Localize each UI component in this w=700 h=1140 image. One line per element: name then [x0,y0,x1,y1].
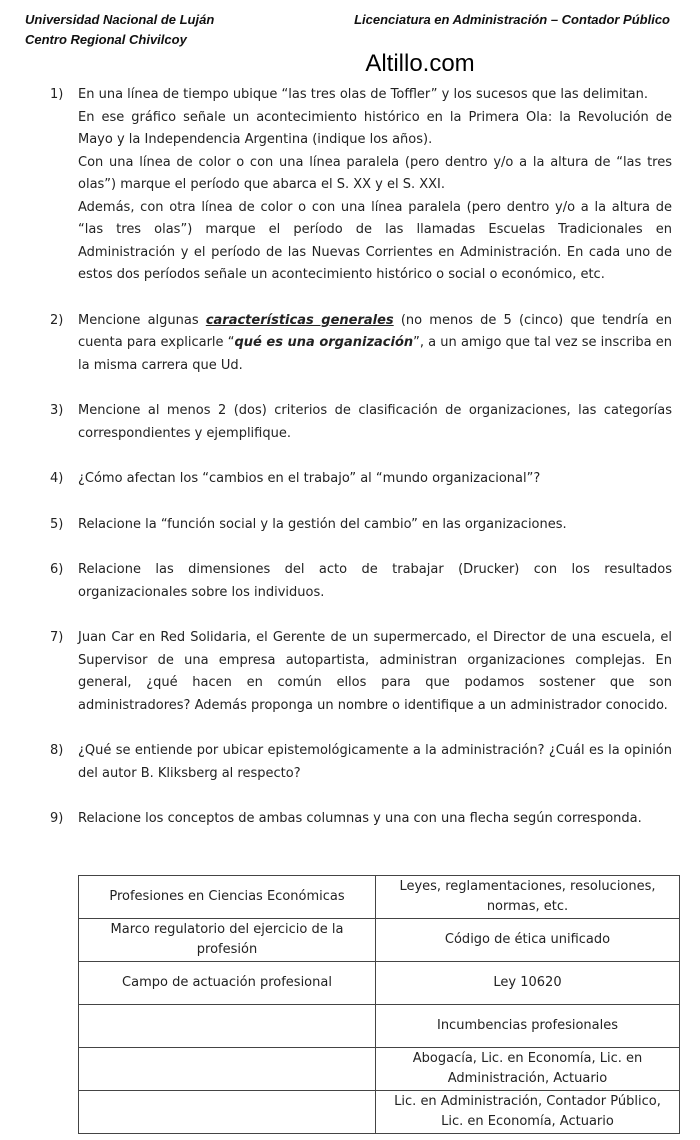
table-cell-left [79,1091,376,1134]
question-number: 5) [50,516,64,532]
question-7 [0,627,700,717]
table-cell-right: Abogacía, Lic. en Economía, Lic. en Administración, Actuario [376,1048,680,1091]
question-2 [0,310,700,378]
question-text: En una línea de tiempo ubique “las tres olas de Toffler” y los sucesos que las delimitan. [78,87,649,102]
question-8 [0,740,700,785]
table-cell-right: Lic. en Administración, Contador Público, Lic. en Economía, Actuario [376,1091,680,1134]
question-4 [0,468,700,491]
question-text: ¿Cómo afectan los “cambios en el trabajo” al “mundo organizacional”? [78,471,541,486]
question-text: ¿Qué se entiende por ubicar epistemológicamente a la administración? ¿Cuál es la opinión del autor B. Kliksberg al respecto? [78,743,672,781]
table-row [79,1005,680,1048]
question-number: 6) [50,562,64,577]
question-text: Relacione los conceptos de ambas columnas y una con una flecha según corresponda. [78,811,642,826]
question-text: Además, con otra línea de color o con una línea paralela (pero dentro y/o a la altura de “las tres olas”) marque el período de las llamadas Escuelas Tradicionales en Administración y el período de las Nuevas Corrientes en Administración. En cada uno de estos dos períodos señale un acontecimiento histórico o social o económico, etc. [78,199,672,282]
header-left [25,10,214,50]
table-row [79,876,680,919]
question-text: Mencione al menos 2 (dos) criterios de clasificación de organizaciones, las categorías correspondientes y ejemplifique. [78,403,672,441]
text-fragment: (no menos de 5 (cinco) que tendría en cuenta para explicarle “ [78,312,672,350]
site-watermark: Altillo.com [365,50,475,77]
question-text: Con una línea de color o con una línea paralela (pero dentro y/o a la altura de “las tres olas”) marque el período que abarca el S. XX y el S. XXI. [78,154,672,192]
program-name: Licenciatura en Administración – Contador Público [354,12,670,27]
table-cell-right: Incumbencias profesionales [376,1005,680,1048]
question-number: 1) [50,87,64,102]
table-cell-right: Leyes, reglamentaciones, resoluciones, normas, etc. [376,876,680,919]
table-row [79,1048,680,1091]
question-list [0,84,700,831]
emphasis-text: características generales [205,312,394,328]
question-6 [0,559,700,604]
text-fragment: ”, a un amigo que tal vez se inscriba en la misma carrera que Ud. [78,335,672,373]
question-text: Juan Car en Red Solidaria, el Gerente de un supermercado, el Director de una escuela, el Supervisor de una empresa autopartista, administran organizaciones complejas. En general, ¿qué hacen en común ellos para que podamos sostener que son administradores? Además proponga un nombre o identifique a un administrador conocido. [78,630,672,713]
table-row [79,962,680,1005]
regional-center: Centro Regional Chivilcoy [25,32,187,47]
question-number: 4) [50,471,64,486]
question-text: Relacione las dimensiones del acto de trabajar (Drucker) con los resultados organizacionales sobre los individuos. [78,562,672,600]
question-number: 7) [50,630,64,645]
question-5 [0,514,700,537]
question-text: En ese gráfico señale un acontecimiento histórico en la Primera Ola: la Revolución de Mayo y la Independencia Argentina (indique los años). [78,109,672,147]
question-3 [0,400,700,445]
question-text: Relacione la “función social y la gestión del cambio” en las organizaciones. [78,516,567,532]
university-name: Universidad Nacional de Luján [25,12,215,27]
question-number: 2) [50,312,64,328]
text-fragment: Mencione algunas [78,312,206,328]
question-9 [0,808,700,831]
table-cell-left [79,1005,376,1048]
question-text [78,310,672,378]
table-cell-right: Código de ética unificado [376,919,680,962]
question-number: 9) [50,811,64,826]
table-row [79,919,680,962]
question-1 [0,84,700,287]
emphasis-text: qué es una organización [234,335,414,350]
table-cell-left: Marco regulatorio del ejercicio de la profesión [79,919,376,962]
question-number: 8) [50,743,64,758]
matching-table [78,875,680,1134]
table-row [79,1091,680,1134]
table-cell-left [79,1048,376,1091]
table-cell-left: Campo de actuación profesional [79,962,376,1005]
table-cell-left: Profesiones en Ciencias Económicas [79,876,376,919]
table-cell-right: Ley 10620 [376,962,680,1005]
question-number: 3) [50,403,64,418]
